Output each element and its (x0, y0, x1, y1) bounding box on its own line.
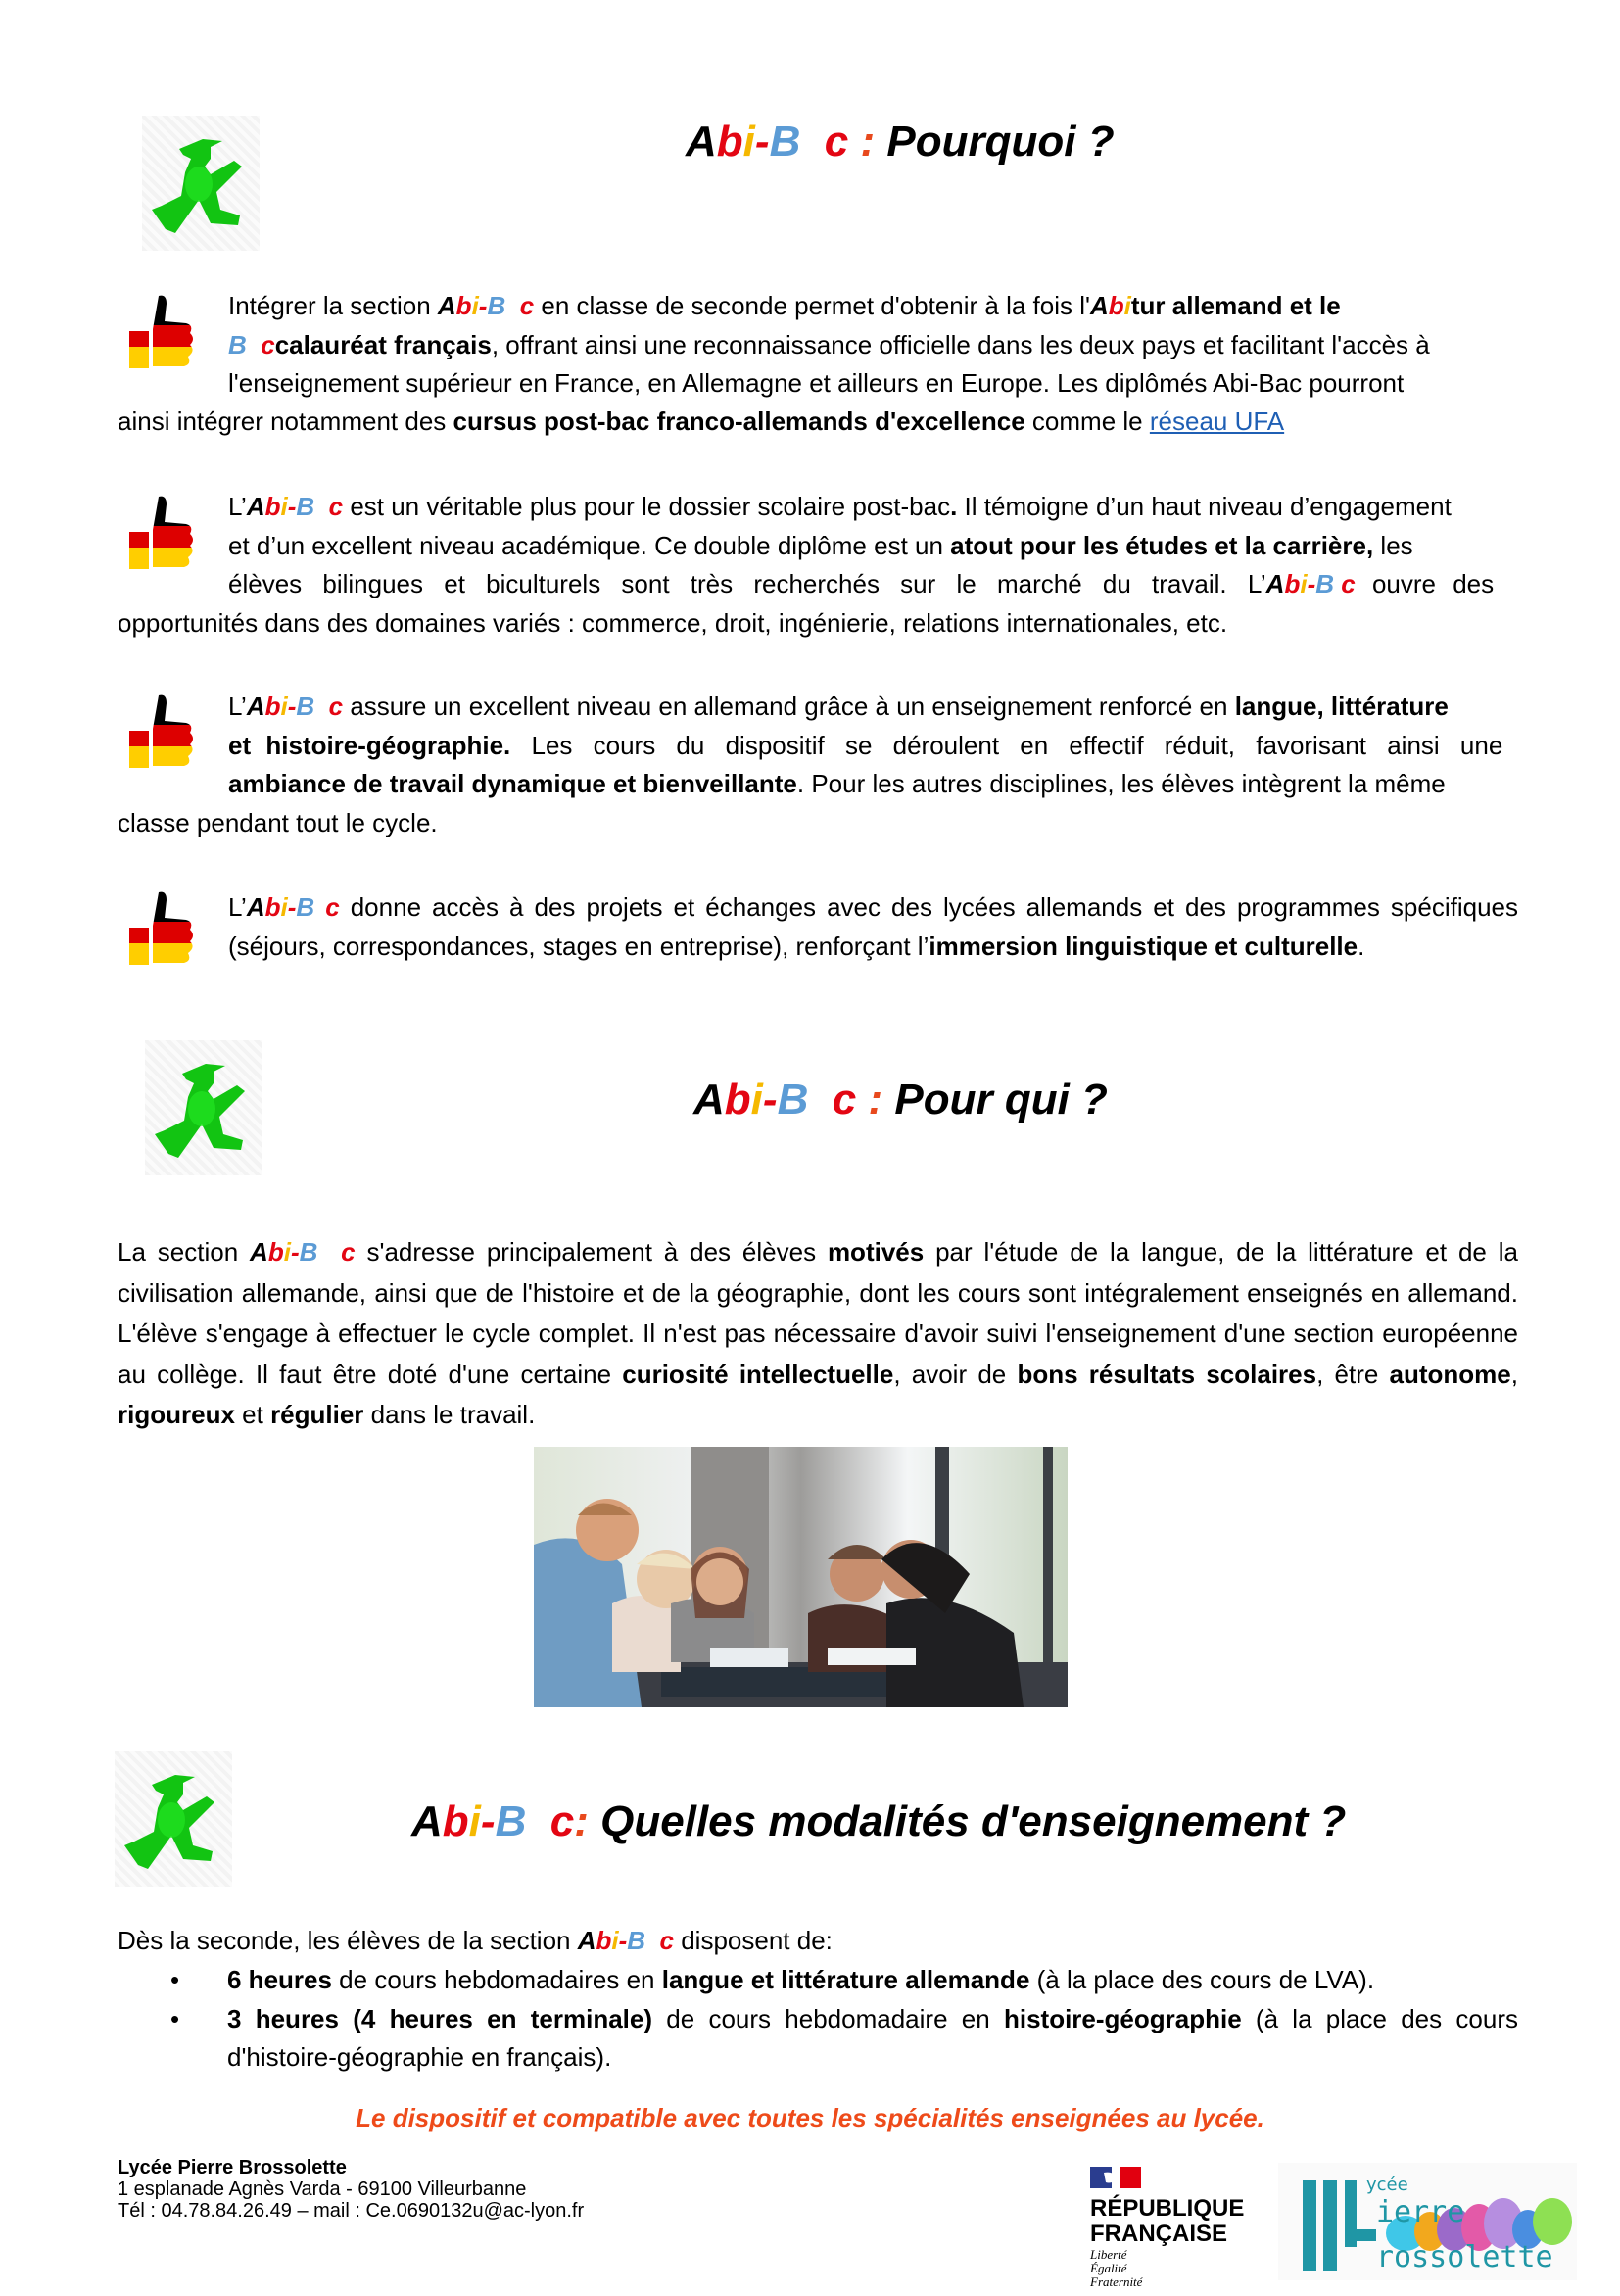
section-heading-modalites: Abi-B c: Quelles modalités d'enseignement ? (411, 1797, 1347, 1845)
paragraph-pourquoi-2: L’Abi-B c est un véritable plus pour le dossier scolaire post-bac. Il témoigne d’un haut niveau d’engagement et d’un excellent niveau académique. Ce double diplôme est un atout pour les études et la carrière, les élèves bilingues et biculturels sont très recherchés sur le marché du travail. L’Abi-B c ouvre des opportunités dans des domaines variés : commerce, droit, ingénierie, relations internationales, etc. (118, 492, 1495, 638)
thumbs-up-german-flag-icon (125, 888, 196, 975)
ampelmann-green-icon (142, 116, 260, 251)
paragraph-pourquoi-1-line3: l'enseignement supérieur en France, en Allemagne et ailleurs en Europe. Les diplômés Abi-Bac pourront (228, 368, 1405, 398)
svg-text:RÉPUBLIQUE: RÉPUBLIQUE (1090, 2195, 1245, 2222)
svg-text:Égalité: Égalité (1090, 2261, 1127, 2275)
footer-address (118, 2157, 584, 2222)
school-contact: Tél : 04.78.84.26.49 – mail : Ce.0690132u@ac-lyon.fr (118, 2200, 585, 2222)
school-address: 1 esplanade Agnès Varda - 69100 Villeurbanne (118, 2178, 527, 2200)
svg-text:ierre: ierre (1376, 2195, 1465, 2229)
bullet-icon: • (170, 2003, 180, 2033)
svg-text:rossolette: rossolette (1376, 2240, 1553, 2274)
list-item: • 6 heures de cours hebdomadaires en langue et littérature allemande (à la place des cours de LVA). (118, 1961, 1518, 2000)
abibac-logo-text: Abi-B c (437, 291, 535, 320)
school-name: Lycée Pierre Brossolette (118, 2157, 347, 2178)
paragraph-pourquoi-1-line4: ainsi intégrer notamment des cursus post-bac franco-allemands d'excellence comme le réseau UFA (118, 407, 1285, 436)
ampelmann-green-icon (145, 1040, 262, 1175)
svg-text:Liberté: Liberté (1090, 2247, 1127, 2262)
svg-text:Fraternité: Fraternité (1090, 2274, 1143, 2289)
modalites-list (118, 1961, 1518, 2078)
lycee-pierre-brossolette-logo (1278, 2163, 1577, 2280)
students-group-photo (534, 1447, 1068, 1707)
republique-francaise-logo (1082, 2165, 1259, 2291)
section-heading-pour-qui: Abi-B c : Pour qui ? (693, 1076, 1108, 1124)
svg-text:ycée: ycée (1366, 2175, 1408, 2195)
modalites-intro: Dès la seconde, les élèves de la section Abi-B c disposent de: (118, 1926, 833, 1955)
paragraph-pourquoi-1: Intégrer la section Abi-B c en classe de seconde permet d'obtenir à la fois l'Abitur allemand et le B ccalauréat français, offrant ainsi une reconnaissance officielle dans les deux pays et facilitant l'accès à (228, 291, 1430, 359)
compatibility-note: Le dispositif et compatible avec toutes les spécialités enseignées au lycée. (356, 2103, 1264, 2132)
paragraph-pourquoi-3: L’Abi-B c assure un excellent niveau en allemand grâce à un enseignement renforcé en langue, littérature et histoire-géographie. Les cours du dispositif se déroulent en effectif réduit, favorisant ainsi une ambiance de travail dynamique et bienveillante. Pour les autres disciplines, les élèves intègrent la même classe pendant tout le cycle. (118, 692, 1503, 837)
reseau-ufa-link[interactable]: réseau UFA (1149, 407, 1285, 436)
paragraph-pour-qui: La section Abi-B c s'adresse principalement à des élèves motivés par l'étude de la langue, de la littérature et de la civilisation allemande, ainsi que de l'histoire et de la géographie, dont les cours sont intégralement enseignés en allemand. L'élève s'engage à effectuer le cycle complet. Il n'est pas nécessaire d'avoir suivi l'enseignement d'une section européenne au collège. Il faut être doté d'une certaine curiosité intellectuelle, avoir de bons résultats scolaires, être autonome, rigoureux et régulier dans le travail. (118, 1237, 1518, 1429)
svg-text:FRANÇAISE: FRANÇAISE (1090, 2221, 1228, 2247)
paragraph-pourquoi-4: L’Abi-B c donne accès à des projets et échanges avec des lycées allemands et des programmes spécifiques (séjours, correspondances, stages en entreprise), renforçant l’immersion linguistique et culturelle. (228, 892, 1518, 961)
bullet-icon: • (170, 1965, 180, 1994)
section-heading-pourquoi: Abi-B c : Pourquoi ? (686, 118, 1115, 166)
list-item: • 3 heures (4 heures en terminale) de cours hebdomadaire en histoire-géographie (à la place des cours d'histoire-géographie en français). (118, 2000, 1518, 2078)
ampelmann-green-icon (115, 1751, 232, 1887)
